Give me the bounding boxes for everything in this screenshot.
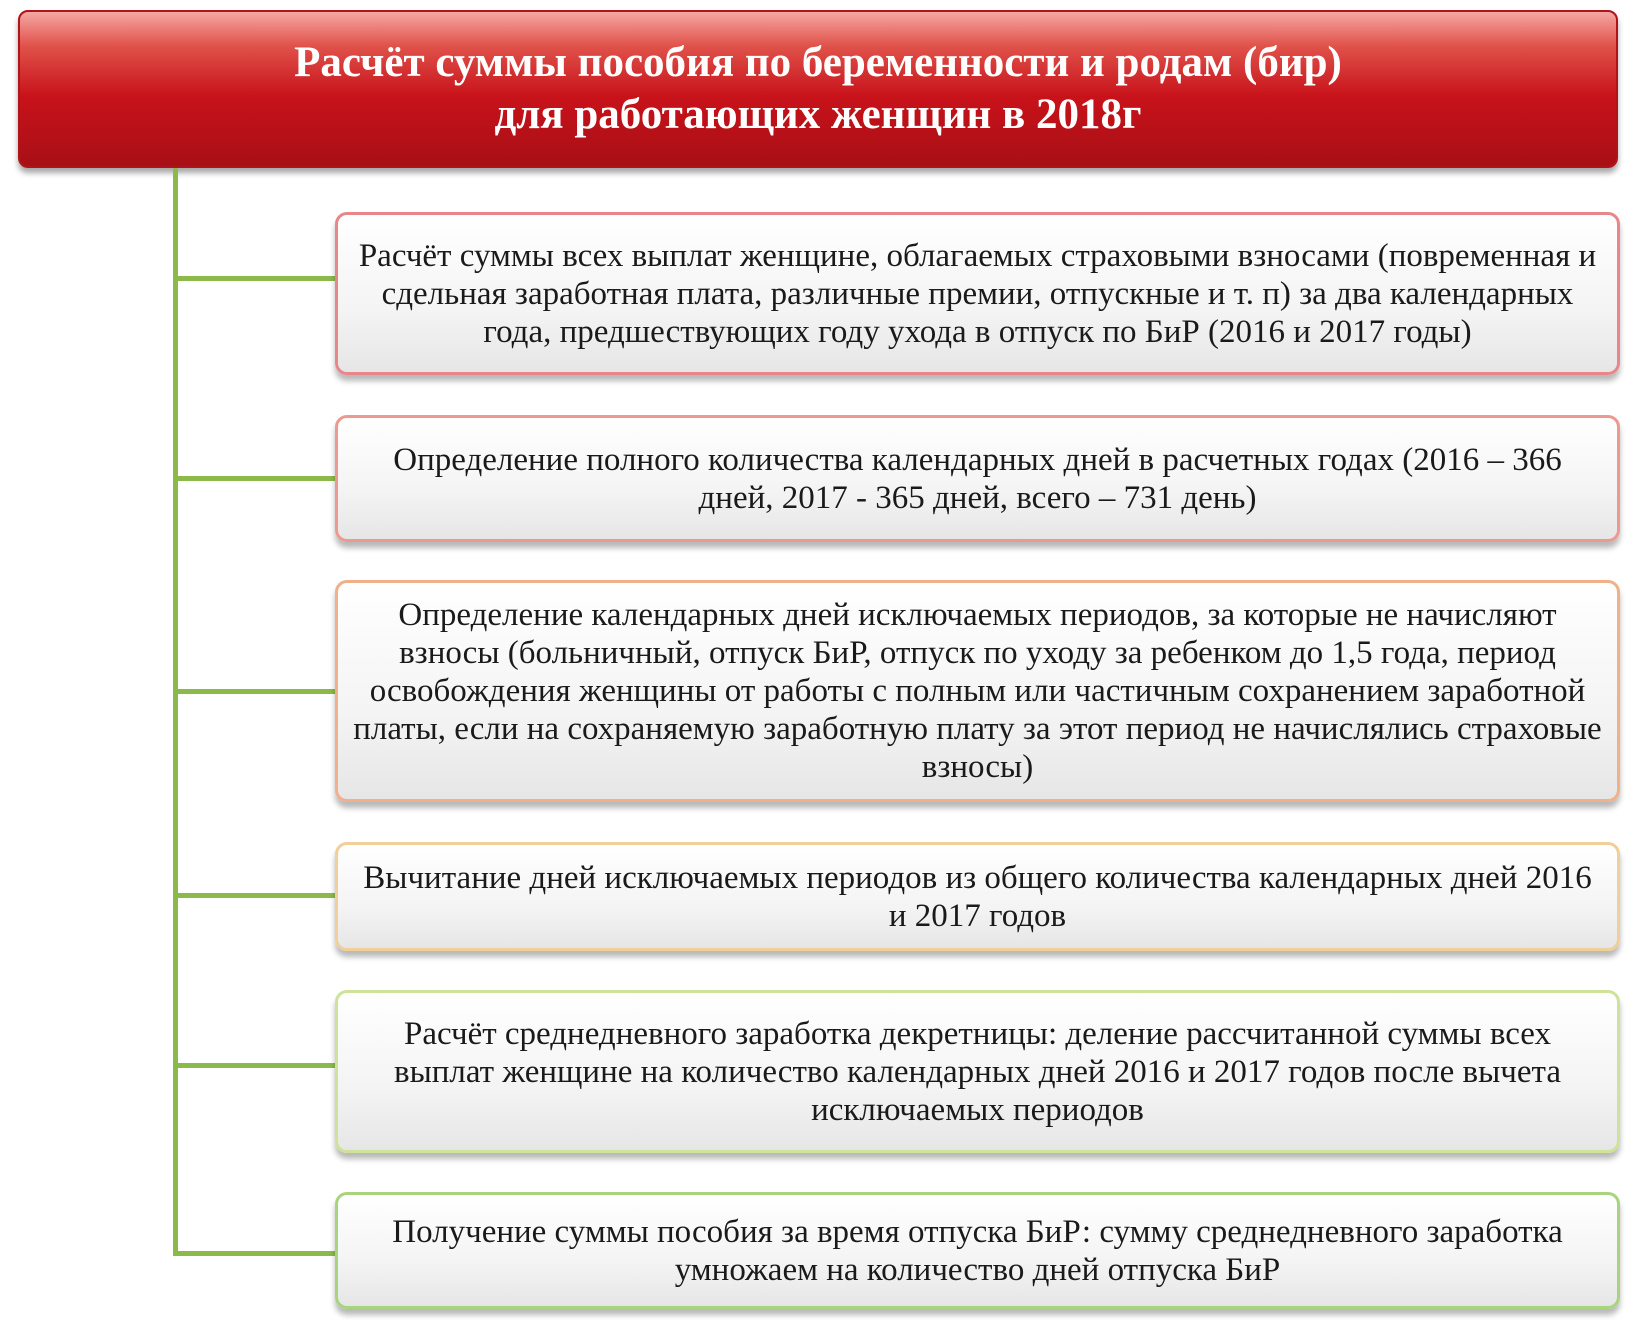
step-text-2: Определение полного количества календарных дней в расчетных годах (2016 – 366 дней, 2017 - 365 дней, всего – 731 день) <box>393 441 1562 516</box>
step-text-5: Расчёт среднедневного заработка декретницы: деление рассчитанной суммы всех выплат женщине на количество календарных дней 2016 и 2017 годов после вычета исключаемых периодов <box>393 1015 1562 1128</box>
connector-branch-5 <box>173 1063 335 1068</box>
diagram-title-banner <box>18 10 1618 168</box>
connector-trunk <box>173 168 178 1256</box>
step-text-1: Расчёт суммы всех выплат женщине, облагаемых страховыми взносами (повременная и сдельная заработная плата, различные премии, отпускные и т. п) за два календарных года, предшествующих году ухода в отпуск по БиР (2016 и 2017 годы) <box>358 237 1597 350</box>
step-text-4: Вычитание дней исключаемых периодов из общего количества календарных дней 2016 и 2017 годов <box>363 859 1592 934</box>
connector-branch-3 <box>173 689 335 694</box>
step-box-2 <box>335 415 1620 542</box>
title-line-2: для работающих женщин в 2018г <box>494 91 1142 138</box>
step-box-6 <box>335 1192 1620 1309</box>
connector-branch-2 <box>173 476 335 481</box>
step-box-1 <box>335 212 1620 375</box>
step-box-4 <box>335 842 1620 951</box>
step-text-6: Получение суммы пособия за время отпуска БиР: сумму среднедневного заработка умножаем на количество дней отпуска БиР <box>392 1213 1563 1288</box>
step-text-3: Определение календарных дней исключаемых периодов, за которые не начисляют взносы (больничный, отпуск БиР, отпуск по уходу за ребенком до 1,5 года, период освобождения женщины от работы с полным или частичным сохранением заработной платы, если на сохраняемую заработную плату за этот период не начислялись страховые взносы) <box>353 597 1602 785</box>
connector-branch-6 <box>173 1251 335 1256</box>
step-box-5 <box>335 990 1620 1153</box>
connector-branch-1 <box>173 276 335 281</box>
step-box-3 <box>335 580 1620 802</box>
connector-branch-4 <box>173 893 335 898</box>
title-line-1: Расчёт суммы пособия по беременности и родам (бир) <box>294 39 1342 86</box>
